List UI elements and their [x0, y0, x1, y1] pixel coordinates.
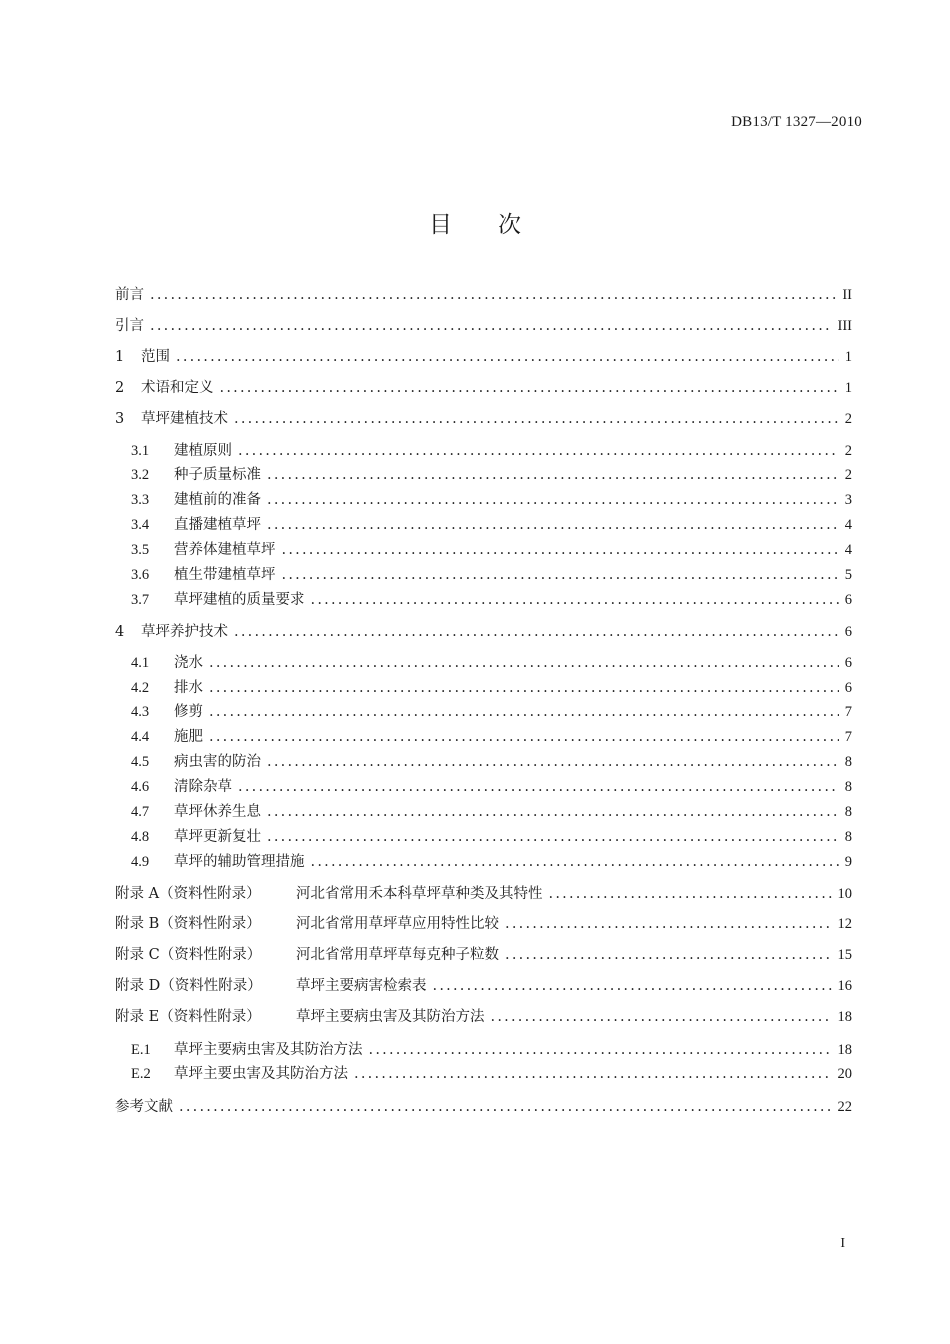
toc-entry[interactable] [0, 801, 950, 823]
toc-entry-label: 前言 [115, 287, 144, 303]
toc-entry-number: 附录 C（资料性附录） [115, 947, 262, 963]
toc-leader-dots [369, 1039, 832, 1061]
toc-entry-number: 3.2 [131, 467, 150, 483]
toc-leader-dots [209, 726, 839, 748]
toc-entry-page: 8 [844, 829, 852, 845]
toc-entry-page: 7 [844, 704, 852, 720]
toc-entry-number: 4 [115, 624, 125, 640]
toc-entry[interactable] [0, 408, 950, 430]
toc-entry-number: 3 [115, 411, 125, 427]
toc-entry-number: 附录 B（资料性附录） [115, 916, 261, 932]
title-char-1: 目 [429, 212, 452, 238]
toc-entry-label: 范围 [141, 349, 170, 365]
toc-entry[interactable] [0, 1039, 950, 1061]
toc-entry-label: 建植前的准备 [174, 492, 261, 508]
toc-entry-label: 草坪更新复壮 [174, 829, 261, 845]
toc-leader-dots [282, 564, 839, 586]
toc-entry[interactable] [0, 621, 950, 643]
toc-leader-dots [311, 589, 839, 611]
toc-leader-dots [549, 883, 832, 905]
toc-entry-label: 草坪主要病虫害及其防治方法 [174, 1042, 363, 1058]
toc-entry-number: 4.2 [131, 680, 150, 696]
toc-entry[interactable] [0, 464, 950, 486]
toc-entry-page: 15 [837, 947, 852, 963]
toc-entry-label: 参考文献 [115, 1099, 173, 1115]
toc-entry[interactable] [0, 1063, 950, 1085]
toc-entry-label: 河北省常用禾本科草坪草种类及其特性 [296, 886, 543, 902]
toc-entry[interactable] [0, 284, 950, 306]
toc-entry-label: 河北省常用草坪草每克种子粒数 [296, 947, 499, 963]
toc-leader-dots [267, 801, 839, 823]
toc-entry-page: 22 [837, 1099, 852, 1115]
toc-entry-number: 附录 D（资料性附录） [115, 978, 262, 994]
toc-entry-number: 4.5 [131, 754, 150, 770]
toc-entry-page: 3 [844, 492, 852, 508]
toc-leader-dots [282, 539, 839, 561]
toc-entry-label: 排水 [174, 680, 203, 696]
toc-entry-page: 16 [837, 978, 852, 994]
toc-entry-page: 20 [837, 1066, 852, 1082]
toc-leader-dots [176, 346, 839, 368]
toc-leader-dots [267, 489, 839, 511]
toc-entry[interactable] [0, 346, 950, 368]
toc-entry-number: 4.8 [131, 829, 150, 845]
toc-entry-page: 12 [837, 916, 852, 932]
toc-entry[interactable] [0, 589, 950, 611]
toc-entry[interactable] [0, 514, 950, 536]
toc-entry-label: 草坪休养生息 [174, 804, 261, 820]
toc-entry-page: 10 [837, 886, 852, 902]
toc-entry[interactable] [0, 913, 950, 935]
toc-entry-page: 8 [844, 804, 852, 820]
toc-entry-page: 18 [837, 1042, 852, 1058]
toc-entry-number: 3.6 [131, 567, 150, 583]
toc-entry-page: 8 [844, 754, 852, 770]
toc-entry-number: 1 [115, 349, 125, 365]
toc-leader-dots [433, 975, 832, 997]
toc-entry-label: 草坪主要虫害及其防治方法 [174, 1066, 348, 1082]
toc-entry-number: 附录 E（资料性附录） [115, 1009, 261, 1025]
toc-entry-number: 4.9 [131, 854, 150, 870]
toc-leader-dots [505, 913, 832, 935]
toc-entry[interactable] [0, 1096, 950, 1118]
toc-leader-dots [234, 621, 839, 643]
toc-entry-label: 草坪建植的质量要求 [174, 592, 305, 608]
toc-entry-label: 种子质量标准 [174, 467, 261, 483]
toc-leader-dots [209, 701, 839, 723]
toc-leader-dots [311, 851, 839, 873]
toc-entry-label: 河北省常用草坪草应用特性比较 [296, 916, 499, 932]
toc-entry[interactable] [0, 1006, 950, 1028]
document-code: DB13/T 1327—2010 [731, 114, 862, 130]
toc-entry[interactable] [0, 726, 950, 748]
toc-entry-label: 浇水 [174, 655, 203, 671]
toc-entry-page: 6 [844, 624, 852, 640]
toc-entry-label: 建植原则 [174, 443, 232, 459]
toc-entry-page: 2 [844, 467, 852, 483]
toc-entry-page: II [842, 287, 852, 303]
toc-leader-dots [238, 440, 839, 462]
toc-entry-label: 术语和定义 [141, 380, 214, 396]
toc-entry-number: E.1 [131, 1042, 151, 1058]
toc-entry[interactable] [0, 564, 950, 586]
toc-entry-page: 8 [844, 779, 852, 795]
toc-entry[interactable] [0, 975, 950, 997]
toc-entry-number: 3.1 [131, 443, 150, 459]
toc-entry-number: 4.7 [131, 804, 150, 820]
toc-entry-page: 4 [844, 517, 852, 533]
toc-leader-dots [234, 408, 839, 430]
toc-entry[interactable] [0, 851, 950, 873]
toc-entry-page: 4 [844, 542, 852, 558]
toc-entry-page: 6 [844, 592, 852, 608]
toc-leader-dots [209, 652, 839, 674]
toc-entry[interactable] [0, 315, 950, 337]
toc-entry-page: 1 [844, 380, 852, 396]
toc-entry-page: 7 [844, 729, 852, 745]
toc-entry[interactable] [0, 489, 950, 511]
toc-leader-dots [267, 514, 839, 536]
toc-entry-number: 3.4 [131, 517, 150, 533]
toc-leader-dots [238, 776, 839, 798]
toc-entry-number: 4.6 [131, 779, 150, 795]
toc-entry-number: 3.3 [131, 492, 150, 508]
toc-entry-page: 2 [844, 411, 852, 427]
toc-entry-page: 6 [844, 655, 852, 671]
toc-entry[interactable] [0, 944, 950, 966]
toc-leader-dots [150, 315, 832, 337]
toc-entry[interactable] [0, 539, 950, 561]
title-char-2: 次 [498, 212, 521, 238]
toc-entry[interactable] [0, 751, 950, 773]
toc-entry-page: 1 [844, 349, 852, 365]
toc-entry-number: 4.1 [131, 655, 150, 671]
toc-entry[interactable] [0, 883, 950, 905]
toc-entry-number: E.2 [131, 1066, 151, 1082]
toc-entry-page: III [837, 318, 852, 334]
toc-entry-number: 3.7 [131, 592, 150, 608]
toc-leader-dots [220, 377, 839, 399]
toc-entry[interactable] [0, 440, 950, 462]
toc-entry-label: 清除杂草 [174, 779, 232, 795]
toc-entry-label: 营养体建植草坪 [174, 542, 276, 558]
toc-entry-label: 草坪建植技术 [141, 411, 228, 427]
toc-entry[interactable] [0, 677, 950, 699]
toc-leader-dots [267, 464, 839, 486]
toc-entry-page: 9 [844, 854, 852, 870]
toc-leader-dots [150, 284, 836, 306]
toc-leader-dots [209, 677, 839, 699]
toc-entry-label: 草坪主要病虫害及其防治方法 [296, 1009, 485, 1025]
toc-leader-dots [505, 944, 832, 966]
toc-entry-label: 植生带建植草坪 [174, 567, 276, 583]
toc-entry-label: 引言 [115, 318, 144, 334]
toc-entry-page: 2 [844, 443, 852, 459]
toc-leader-dots [267, 751, 839, 773]
toc-leader-dots [354, 1063, 832, 1085]
toc-entry-label: 修剪 [174, 704, 203, 720]
toc-entry-number: 3.5 [131, 542, 150, 558]
toc-entry-number: 2 [115, 380, 125, 396]
toc-entry-number: 4.4 [131, 729, 150, 745]
toc-entry-number: 4.3 [131, 704, 150, 720]
toc-entry-page: 5 [844, 567, 852, 583]
toc-entry[interactable] [0, 776, 950, 798]
toc-entry[interactable] [0, 652, 950, 674]
toc-entry-label: 病虫害的防治 [174, 754, 261, 770]
toc-entry-label: 草坪的辅助管理措施 [174, 854, 305, 870]
toc-entry-label: 施肥 [174, 729, 203, 745]
toc-entry-label: 草坪主要病害检索表 [296, 978, 427, 994]
toc-leader-dots [267, 826, 839, 848]
toc-entry-page: 6 [844, 680, 852, 696]
toc-entry[interactable] [0, 701, 950, 723]
toc-leader-dots [179, 1096, 832, 1118]
toc-entry-label: 草坪养护技术 [141, 624, 228, 640]
toc-entry[interactable] [0, 377, 950, 399]
toc-entry[interactable] [0, 826, 950, 848]
toc-entry-number: 附录 A（资料性附录） [115, 886, 261, 902]
toc-leader-dots [491, 1006, 832, 1028]
toc-entry-page: 18 [837, 1009, 852, 1025]
page-number: I [840, 1236, 845, 1251]
toc-entry-label: 直播建植草坪 [174, 517, 261, 533]
